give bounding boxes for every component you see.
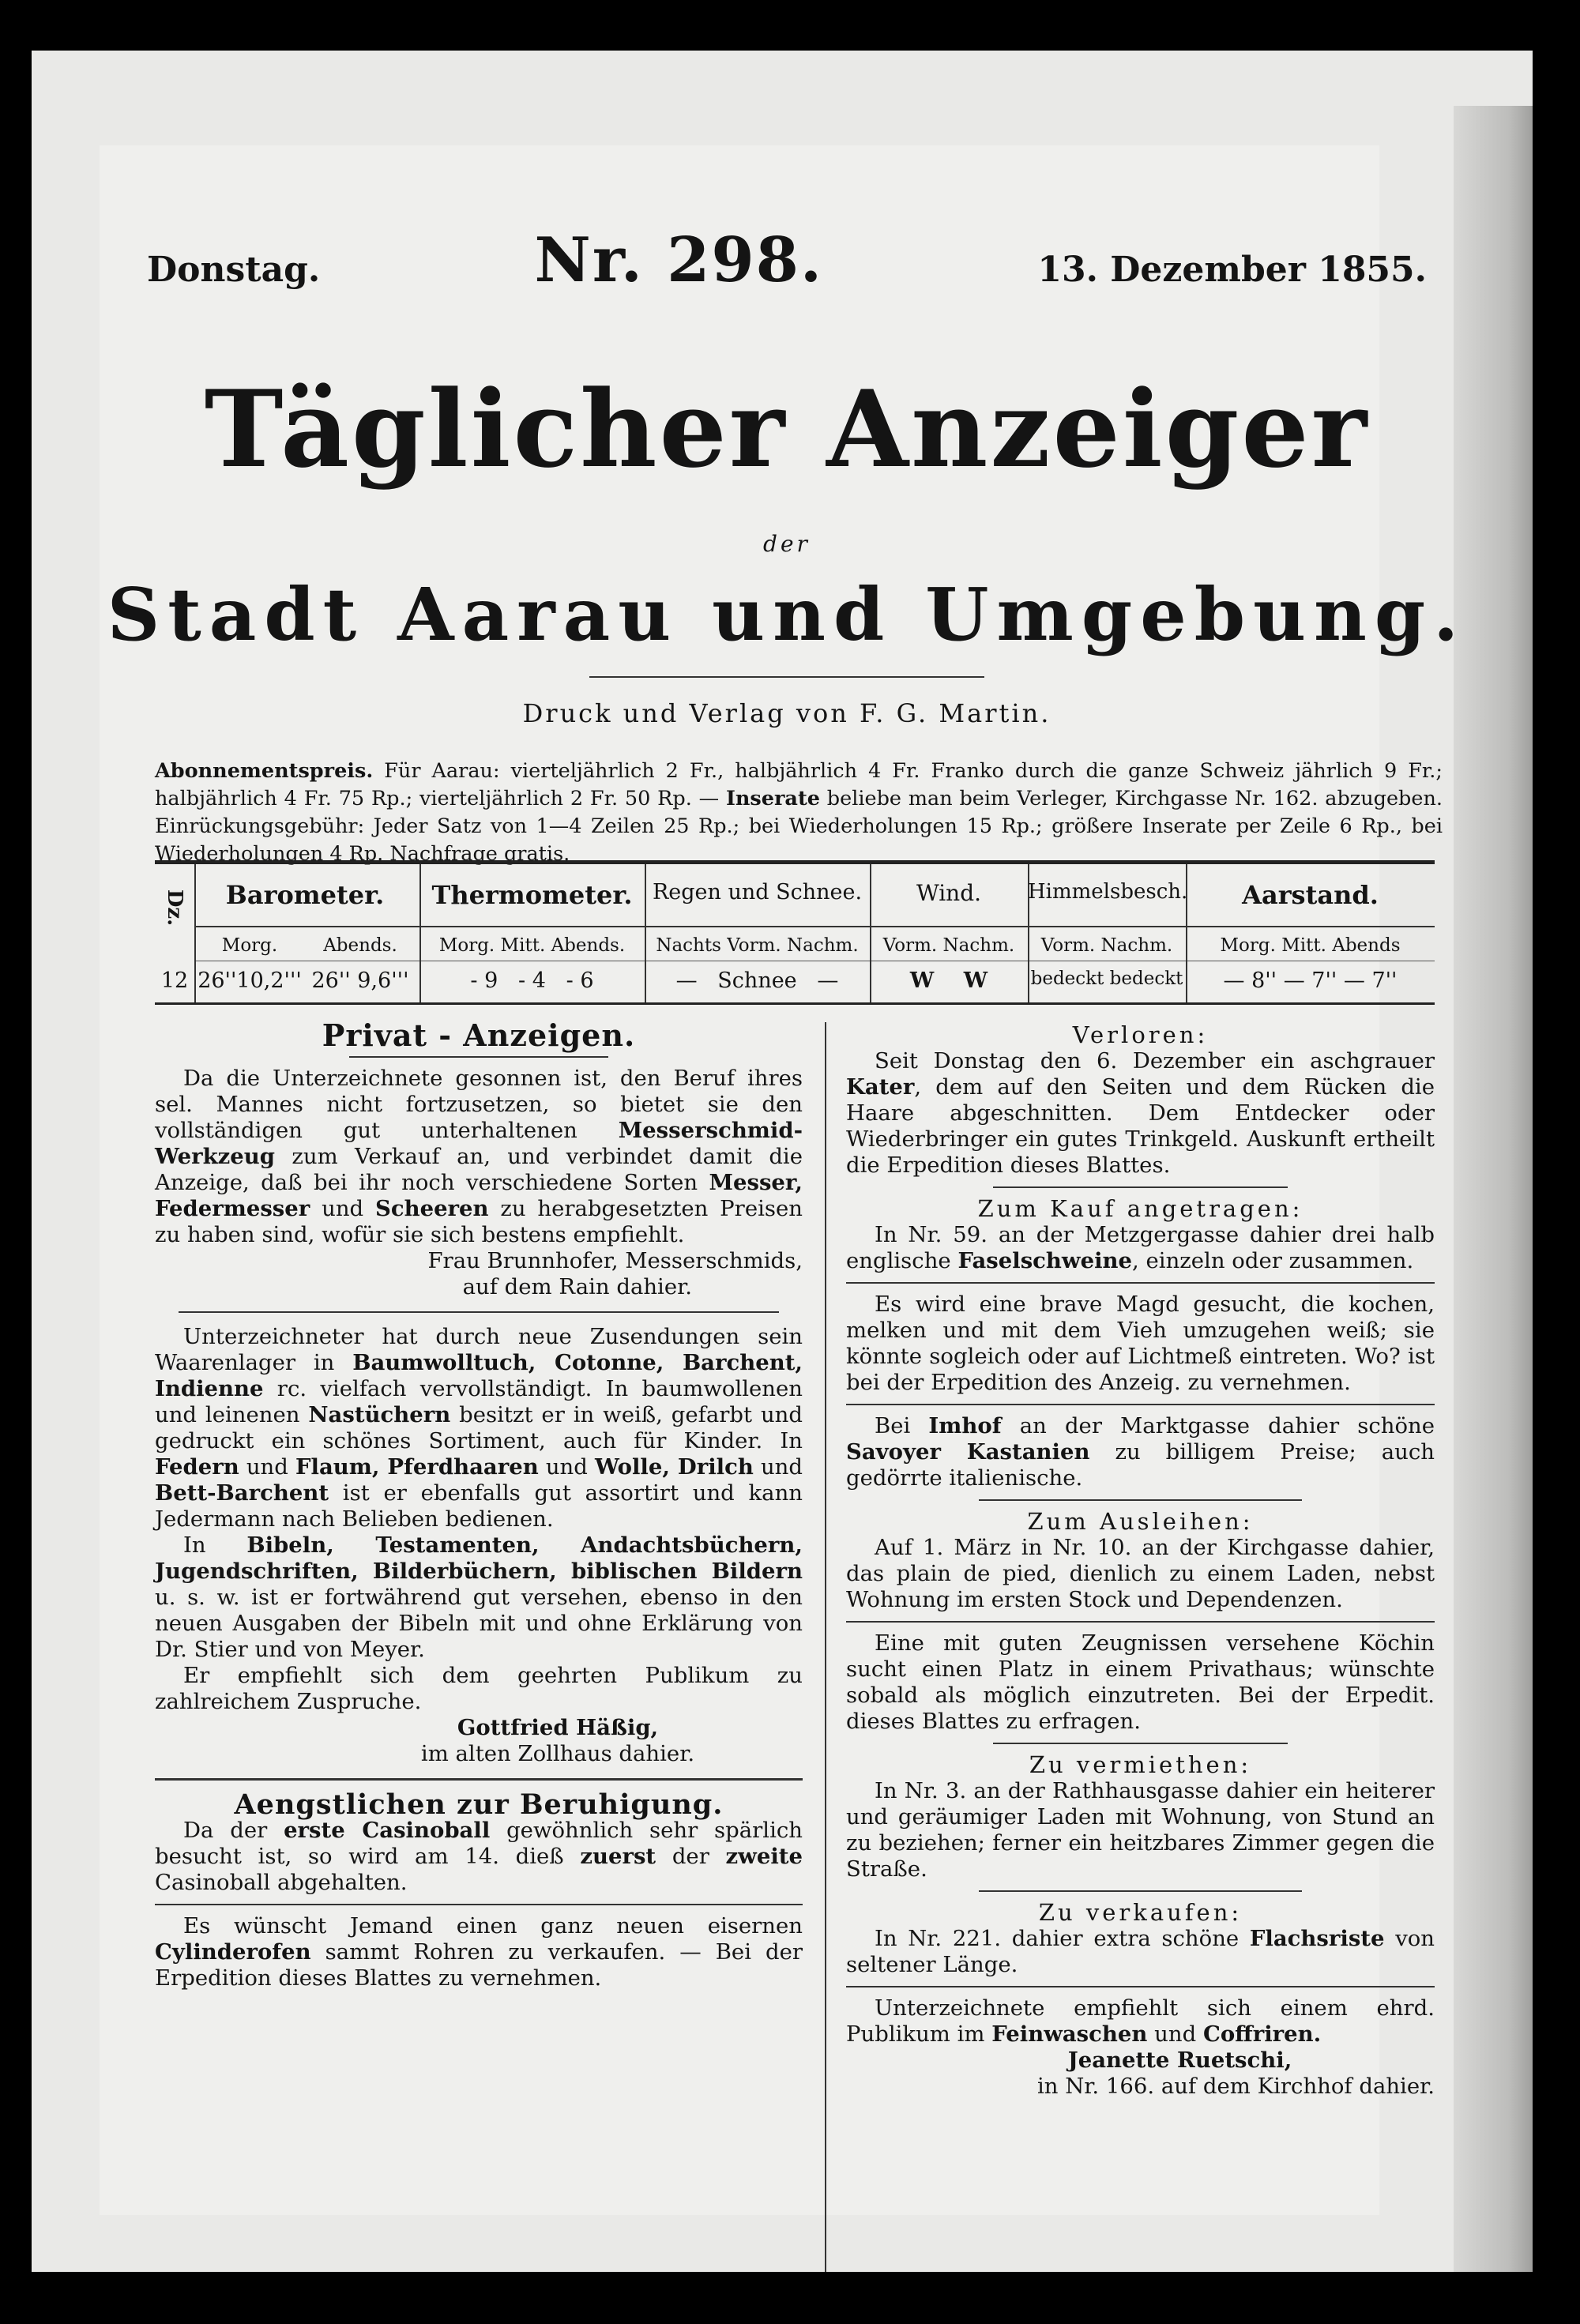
subscription-text: Für Aarau: vierteljährlich 2 Fr., halbjährlich 4 Fr. Franko durch die ganze Schweiz jährlich 9 Fr.; halbjährlich 4 Fr. 75 Rp.; vierteljährlich 2 Fr. 50 Rp. — xyxy=(155,759,1443,810)
newspaper-subtitle: Stadt Aarau und Umgebung. xyxy=(107,572,1467,657)
sell-text-1: In Nr. 221. dahier extra schöne xyxy=(875,1926,1240,1951)
weather-header-rule xyxy=(194,926,1435,927)
imhof-text-1: Bei xyxy=(875,1413,911,1438)
column-divider xyxy=(825,1022,826,2272)
ad2-bold-6: Bett-Barchent xyxy=(155,1480,329,1506)
issue-number: Nr. 298. xyxy=(534,224,824,296)
ad-separator xyxy=(155,1904,803,1905)
ad2-text-9: u. s. w. ist er fortwährend gut versehen, ebenso in den neuen Ausgaben der Bibeln mit und ohne Erklärung von Dr. Stier und von Meyer. xyxy=(155,1585,803,1662)
ad1-text-2: zum Verkauf an, und verbindet damit die Anzeige, daß bei ihr noch verschiedene Sorten xyxy=(155,1144,803,1195)
inserate-text: beliebe man beim Verleger, Kirchgasse Nr. 162. abzugeben. Einrückungsgebühr: Jeder Satz von 1—4 Zeilen 25 Rp.; bei Wiederholungen 15 Rp.; größere Inserate per Zeile 6 Rp., bei Wiederholungen 4 Rp. Nachfrage gratis. xyxy=(155,787,1443,866)
ad3-text-2: gewöhnlich sehr spärlich besucht ist, so wird am 14. dieß xyxy=(155,1818,803,1869)
barometer-sub-morning: Morg. xyxy=(221,935,278,956)
ad2-bold-2: Nastüchern xyxy=(308,1402,451,1427)
ad3-bold-3: zweite xyxy=(725,1844,803,1869)
wind-header: Wind. xyxy=(916,880,982,906)
sell-heading: Zu verkaufen: xyxy=(1038,1899,1243,1926)
scanned-page xyxy=(32,51,1533,2272)
weather-day-label: Dz. xyxy=(163,889,186,927)
ad2-signature-1 xyxy=(155,1715,803,1741)
ad2-text-8: In xyxy=(183,1532,206,1558)
ad2-bold-7: Bibeln, Testamenten, Andachtsbüchern, Jugendschriften, Bilderbüchern, biblischen Bildern xyxy=(155,1532,803,1584)
newspaper-sheet xyxy=(100,145,1467,2215)
ad-separator xyxy=(155,1778,803,1781)
weather-table xyxy=(155,860,1435,1005)
wind-sub: Vorm. Nachm. xyxy=(882,935,1015,956)
ad3-bold-2: zuerst xyxy=(580,1844,656,1869)
sky-header: Himmelsbesch. xyxy=(1028,880,1188,904)
ad2-text-4: und xyxy=(246,1454,288,1480)
imhof-bold-2: Savoyer Kastanien xyxy=(846,1439,1090,1465)
wash-signature-1 xyxy=(846,2048,1435,2074)
rent-heading: Zu vermiethen: xyxy=(1029,1751,1252,1778)
barometer-header: Barometer. xyxy=(225,880,385,910)
publisher-line: Druck und Verlag von F. G. Martin. xyxy=(522,698,1051,728)
ad-casino-text xyxy=(155,1818,803,1896)
wash-signature-2: in Nr. 166. auf dem Kirchhof dahier. xyxy=(1036,2074,1435,2099)
ad-stove-text xyxy=(155,1913,803,1991)
sale-text-1: In Nr. 59. an der Metzgergasse dahier drei halb englische xyxy=(846,1222,1435,1273)
ad2-bold-1: Baumwolltuch, Cotonne, Barchent, Indienne xyxy=(155,1350,803,1401)
ad2-bold-4: Flaum, Pferdhaaren xyxy=(295,1454,539,1480)
ad1-bold-1: Messerschmid-Werkzeug xyxy=(155,1118,803,1169)
sale-bold-1: Faselschweine xyxy=(957,1248,1133,1273)
ad4-bold-1: Cylinderofen xyxy=(155,1939,311,1965)
ad1-text-4: zu herabgesetzten Preisen zu haben sind, wofür sie sich bestens empfiehlt. xyxy=(155,1196,803,1247)
ad2-text-7: ist er ebenfalls gut assortirt und kann Jedermann nach Belieben bedienen. xyxy=(155,1480,803,1532)
imhof-bold-1: Imhof xyxy=(928,1413,1002,1438)
ad-maid-text: Es wird eine brave Magd gesucht, die kochen, melken und mit dem Vieh umzugehen weiß; sie könnte sogleich oder auf Lichtmeß eintreten. Wo? ist bei der Erpedition des Anzeig. zu vernehmen. xyxy=(846,1292,1435,1395)
river-sub: Morg. Mitt. Abends xyxy=(1220,935,1401,956)
ad-lend-text: Auf 1. März in Nr. 10. an der Kirchgasse dahier, das plain de pied, dienlich zu einem Laden, nebst Wohnung im ersten Stock und Dependenzen. xyxy=(846,1535,1435,1612)
rain-header: Regen und Schnee. xyxy=(652,880,863,904)
ad-cook-text: Eine mit guten Zeugnissen versehene Köchin sucht einen Platz in einem Privathaus; wünschte sobald als möglich einzutreten. Bei der Erpedit. dieses Blattes zu erfragen. xyxy=(846,1630,1435,1734)
newspaper-title: Täglicher Anzeiger xyxy=(204,367,1370,491)
ad2-text-1: Unterzeichneter hat durch neue Zusendungen sein Waarenlager in xyxy=(155,1324,803,1375)
private-ads-heading: Privat - Anzeigen. xyxy=(322,1017,636,1053)
ad-separator xyxy=(846,1282,1435,1284)
sell-bold-1: Flachsriste xyxy=(1249,1926,1385,1951)
ad1-text-3: und xyxy=(322,1196,364,1221)
lost-text-1: Seit Donstag den 6. Dezember ein aschgrauer xyxy=(875,1048,1435,1074)
ad2-signature-2: im alten Zollhaus dahier. xyxy=(420,1741,695,1766)
left-column xyxy=(155,1017,803,1991)
ad-haessig-text xyxy=(155,1324,803,1532)
ad-separator xyxy=(993,1186,1288,1188)
rain-sub: Nachts Vorm. Nachm. xyxy=(656,935,859,956)
ad2-text-5: und xyxy=(545,1454,588,1480)
rain-value: — Schnee — xyxy=(675,968,839,993)
ad-separator xyxy=(846,1621,1435,1623)
sale-heading: Zum Kauf angetragen: xyxy=(977,1195,1304,1222)
ad1-bold-2: Messer, Federmesser xyxy=(155,1170,803,1221)
lost-heading: Verloren: xyxy=(1072,1021,1209,1048)
ad-pigs-text xyxy=(846,1222,1435,1274)
ad-lost-text xyxy=(846,1048,1435,1179)
ad2-bold-3: Federn xyxy=(155,1454,239,1480)
thermometer-header: Thermometer. xyxy=(431,880,633,910)
lend-heading: Zum Ausleihen: xyxy=(1027,1508,1254,1535)
imhof-text-2: an der Marktgasse dahier schöne xyxy=(1019,1413,1435,1438)
ad-rent-text: In Nr. 3. an der Rathhausgasse dahier ein heiterer und geräumiger Laden mit Wohnung, von Stund an zu beziehen; ferner ein heitzbares Zimmer gegen die Straße. xyxy=(846,1778,1435,1882)
ad-brunnhofer-text xyxy=(155,1066,803,1248)
thermometer-value: - 9 - 4 - 6 xyxy=(470,968,594,993)
ad1-bold-3: Scheeren xyxy=(374,1196,489,1221)
wash-bold-1: Feinwaschen xyxy=(991,2021,1148,2047)
sell-text-2: von seltener Länge. xyxy=(846,1926,1435,1977)
ad3-text-4: Casinoball abgehalten. xyxy=(155,1870,408,1895)
ad-separator xyxy=(846,1404,1435,1405)
masthead-top-line xyxy=(147,224,1427,296)
ad-separator xyxy=(179,1311,779,1313)
ad-flax-text xyxy=(846,1926,1435,1978)
ad1-text-1: Da die Unterzeichnete gesonnen ist, den Beruf ihres sel. Mannes nicht fortzusetzen, so bietet sie den vollständigen gut unterhaltenen xyxy=(155,1066,803,1143)
ad-imhof-text xyxy=(846,1413,1435,1491)
lost-text-2: , dem auf den Seiten und dem Rücken die Haare abgeschnitten. Dem Entdecker oder Wiederbringer ein gutes Trinkgeld. Auskunft ertheilt die Erpedition dieses Blattes. xyxy=(846,1074,1435,1178)
river-header: Aarstand. xyxy=(1242,880,1379,910)
subscription-info xyxy=(155,758,1443,868)
river-value: — 8'' — 7'' — 7'' xyxy=(1223,968,1398,993)
right-column xyxy=(846,1022,1435,2100)
title-der: der xyxy=(763,531,811,557)
subscription-label: Abonnementspreis. xyxy=(155,759,374,783)
issue-day: Donstag. xyxy=(147,250,321,290)
ad2-bold-5: Wolle, Drilch xyxy=(594,1454,754,1480)
heading-rule xyxy=(349,1056,608,1058)
wash-bold-2: Coffriren. xyxy=(1202,2021,1322,2047)
sky-sub: Vorm. Nachm. xyxy=(1040,935,1173,956)
sale-text-2: , einzeln oder zusammen. xyxy=(1132,1248,1414,1273)
ad3-text-3: der xyxy=(672,1844,709,1869)
ad3-text-1: Da der xyxy=(183,1818,268,1843)
ad-wash-text xyxy=(846,1995,1435,2048)
inserate-label: Inserate xyxy=(725,787,820,810)
ad2-text-3: besitzt er in weiß, gefarbt und gedruckt ein schönes Sortiment, auch für Kinder. In xyxy=(155,1402,803,1453)
imhof-text-3: zu billigem Preise; auch gedörrte italienische. xyxy=(846,1439,1435,1491)
ad4-text-1: Es wünscht Jemand einen ganz neuen eisernen xyxy=(183,1913,803,1939)
issue-date: 13. Dezember 1855. xyxy=(1037,250,1427,290)
barometer-sub-evening: Abends. xyxy=(323,935,397,956)
ad1-signature-2: auf dem Rain dahier. xyxy=(462,1274,692,1299)
ad4-text-2: sammt Rohren zu verkaufen. — Bei der Erpedition dieses Blattes zu vernehmen. xyxy=(155,1939,803,1991)
ad-haessig-books xyxy=(155,1532,803,1663)
wash-signature-name: Jeanette Ruetschi, xyxy=(1067,2048,1292,2073)
ad2-signature-name: Gottfried Häßig, xyxy=(457,1715,659,1740)
ad2-closing: Er empfiehlt sich dem geehrten Publikum zu zahlreichem Zuspruche. xyxy=(155,1663,803,1714)
lost-bold-1: Kater xyxy=(846,1074,915,1100)
ad-separator xyxy=(846,1986,1435,1987)
barometer-value-evening: 26'' 9,6''' xyxy=(311,968,409,993)
barometer-value-morning: 26''10,2''' xyxy=(198,968,302,993)
sky-value: bedeckt bedeckt xyxy=(1030,968,1183,989)
ad2-text-2: rc. vielfach vervollständigt. In baumwollenen und leinenen xyxy=(155,1376,803,1427)
casino-heading: Aengstlichen zur Beruhigung. xyxy=(234,1788,724,1821)
ad3-bold-1: erste Casinoball xyxy=(284,1818,491,1843)
wind-value: W W xyxy=(909,968,988,993)
ad-separator xyxy=(979,1499,1303,1501)
masthead-rule xyxy=(589,676,984,678)
wash-text-1: Unterzeichnete empfiehlt sich einem ehrd. Publikum im xyxy=(846,1995,1435,2047)
ad-separator xyxy=(979,1890,1303,1892)
weather-day-value: 12 xyxy=(160,968,189,993)
thermometer-sub: Morg. Mitt. Abends. xyxy=(438,935,626,956)
wash-text-2: und xyxy=(1154,2021,1197,2047)
ad-separator xyxy=(993,1743,1288,1744)
ad2-text-6: und xyxy=(760,1454,803,1480)
ad1-signature-1: Frau Brunnhofer, Messerschmids, xyxy=(427,1248,803,1273)
